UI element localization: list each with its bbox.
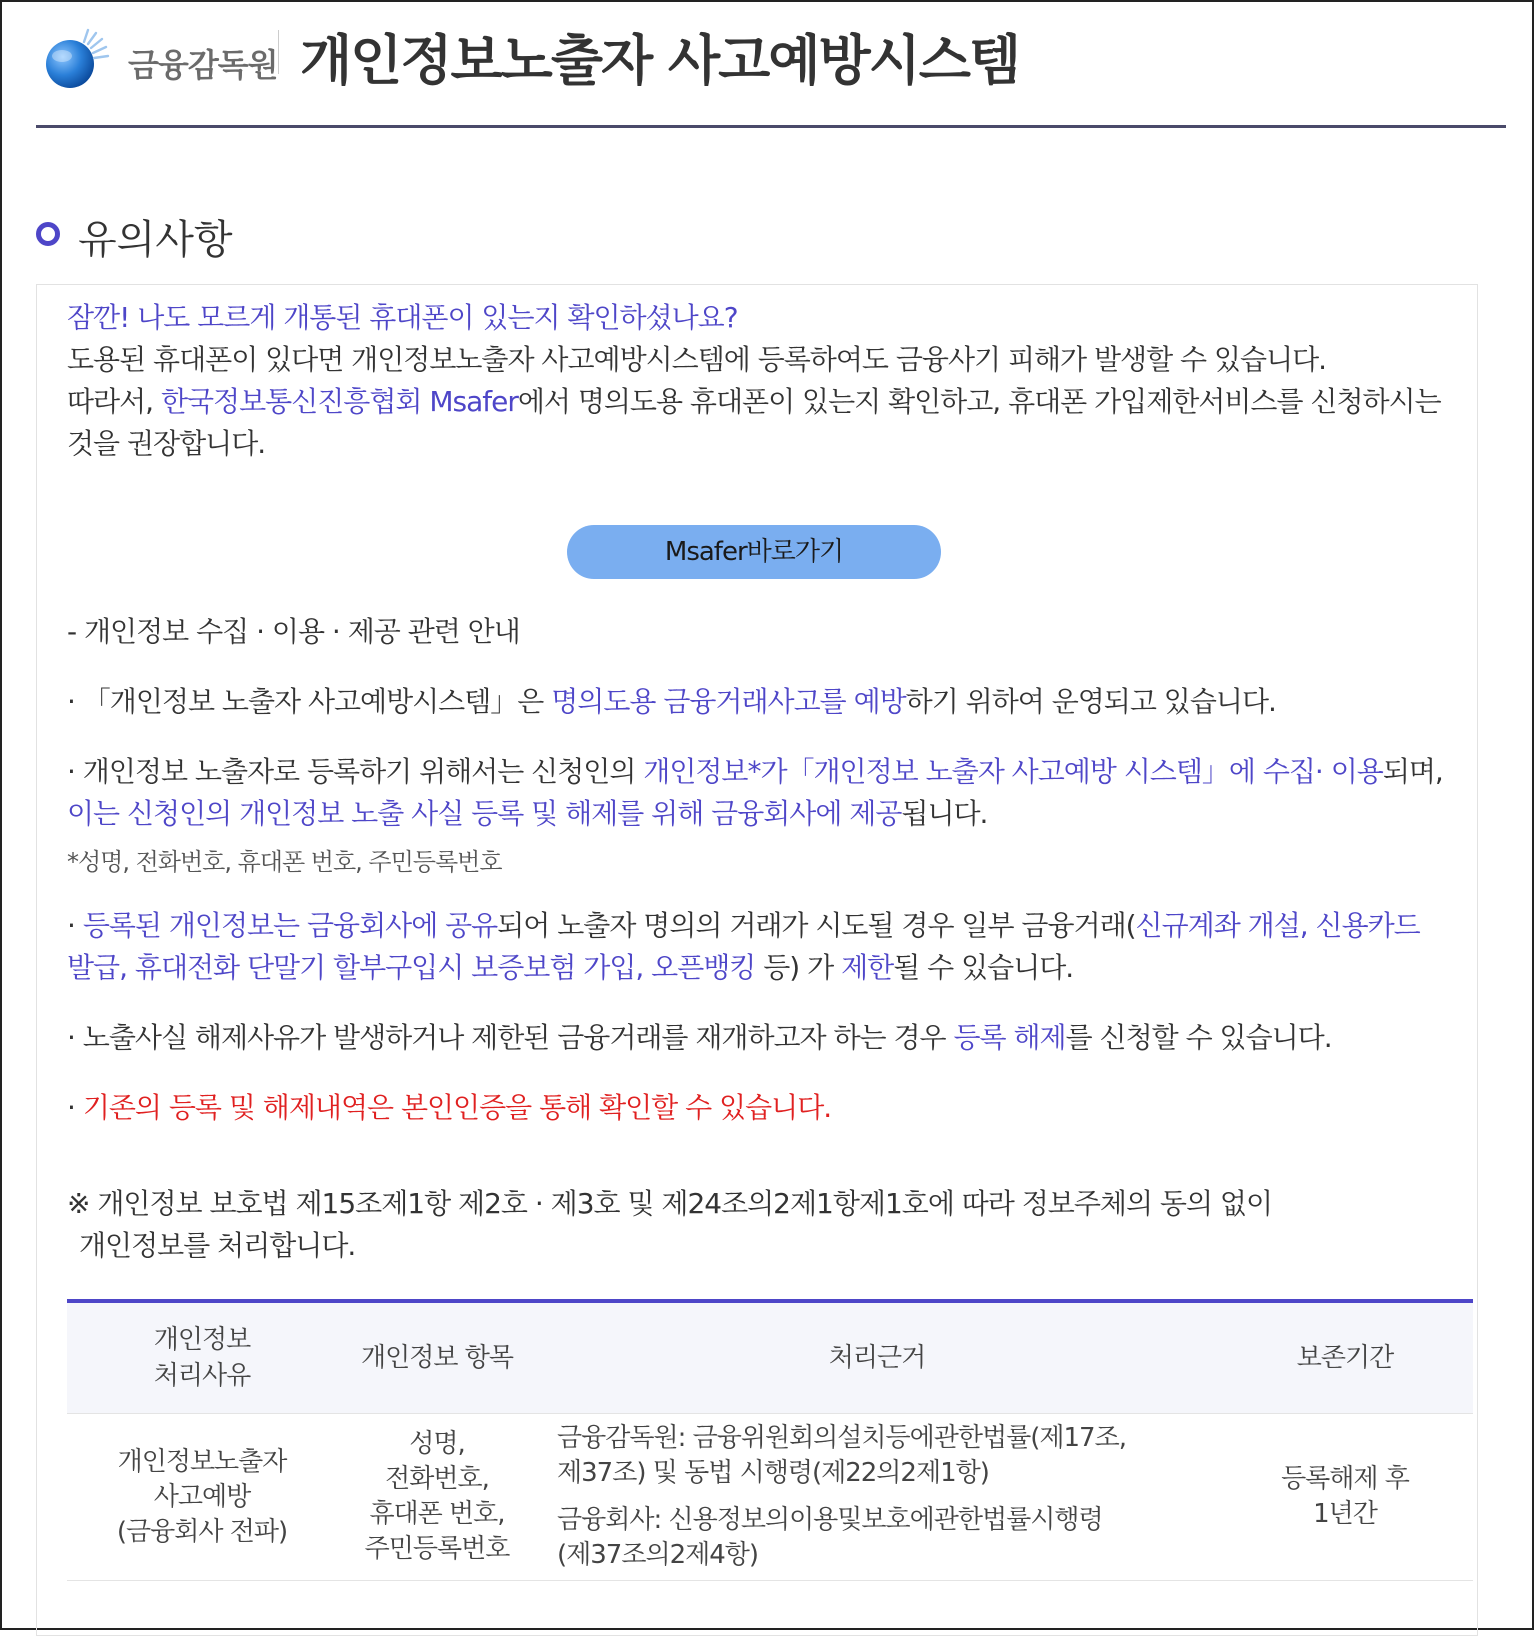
guide-bullet-2-mid: 되며, [1382,755,1443,788]
guide-bullet-5-warning: 기존의 등록 및 해제내역은 본인인증을 통해 확인할 수 있습니다. [82,1091,832,1124]
cell-basis [537,1414,1217,1581]
guide-bullet-3-suffix: 될 수 있습니다. [893,951,1074,984]
privacy-law-notice [67,1183,1447,1267]
cell-period [1217,1414,1473,1581]
msafer-shortcut-button[interactable]: Msafer바로가기 [567,525,941,579]
guide-bullet-3-mid-2: 등) 가 [755,951,842,984]
cell-reason-line-1: 개인정보노출자 [117,1446,287,1477]
cell-period-line-1: 등록해제 후 [1281,1464,1409,1494]
guide-bullet-2-highlight-2: 이는 신청인의 개인정보 노출 사실 등록 및 해제를 위해 금융회사에 제공 [67,797,902,830]
cell-items-line-3: 휴대폰 번호, [369,1499,505,1529]
header-reason-line-2: 처리사유 [153,1361,251,1391]
msafer-org-link[interactable]: 한국정보통신진흥협회 Msafer [160,385,518,418]
notice-box [36,284,1478,1636]
guide-bullet-1-highlight: 명의도용 금융거래사고를 예방 [551,685,906,718]
guide-bullet-1-prefix: · 「개인정보 노출자 사고예방시스템」은 [67,685,552,718]
guide-bullet-3-prefix: · [67,909,83,942]
header-basis: 처리근거 [537,1301,1217,1414]
guide-bullet-2-highlight-1: 개인정보*가「개인정보 노출자 사고예방 시스템」에 수집· 이용 [643,755,1383,788]
cell-reason-line-3: (금융회사 전파) [116,1516,288,1547]
guide-bullet-4-prefix: · 노출사실 해제사유가 발생하거나 제한된 금융거래를 재개하고자 하는 경우 [67,1021,954,1054]
privacy-processing-table [67,1299,1473,1581]
privacy-law-line-1: ※ 개인정보 보호법 제15조제1항 제2호 · 제3호 및 제24조의2제1항제1호에 따라 정보주체의 동의 없이 [67,1187,1272,1220]
table-row [67,1414,1473,1581]
notice-line-2-prefix: 따라서, [67,385,161,418]
guide-bullet-2-note: *성명, 전화번호, 휴대폰 번호, 주민등록번호 [67,848,502,876]
cell-items-line-2: 전화번호, [385,1464,489,1494]
guide-bullet-3-mid-1: 되어 노출자 명의의 거래가 시도될 경우 일부 금융거래( [497,909,1136,942]
guide-bullet-4-highlight: 등록 해제 [953,1021,1066,1054]
guide-heading: - 개인정보 수집 · 이용 · 제공 관련 안내 [67,615,520,648]
header-reason-line-1: 개인정보 [153,1325,251,1355]
guide-bullet-1-suffix: 하기 위하여 운영되고 있습니다. [905,685,1276,718]
cell-basis-line-4: (제37조의2제4항) [557,1540,759,1570]
guide-bullet-4 [67,1017,1447,1059]
notice-line-2 [67,381,1447,465]
guide-bullet-2-suffix: 됩니다. [901,797,988,830]
cell-basis-line-1: 금융감독원: 금융위원회의설치등에관한법률(제17조, [557,1423,1126,1453]
guide-bullet-2 [67,751,1447,835]
page-title: 개인정보노출자 사고예방시스템 [300,29,1020,92]
section-title: 유의사항 [78,217,233,263]
cell-items-line-4: 주민등록번호 [364,1534,510,1564]
guide-bullet-2-prefix: · 개인정보 노출자로 등록하기 위해서는 신청인의 [67,755,644,788]
page-header [36,2,1506,128]
notice-question: 잠깐! 나도 모르게 개통된 휴대폰이 있는지 확인하셨나요? [67,301,738,334]
guide-bullet-3-highlight-2: 신규계좌 개설, 신용카드 발급, 휴대전화 단말기 할부구입시 보증보험 가입, 오픈뱅킹 [67,909,1420,984]
guide-bullet-4-suffix: 를 신청할 수 있습니다. [1065,1021,1332,1054]
cell-basis-line-2: 제37조) 및 동법 시행령(제22의2제1항) [557,1458,989,1488]
logo-text: 금융감독원 [128,46,278,84]
guide-bullet-3-highlight-3: 제한 [841,951,894,984]
notice-line-1: 도용된 휴대폰이 있다면 개인정보노출자 사고예방시스템에 등록하여도 금융사기 피해가 발생할 수 있습니다. [67,343,1327,376]
cell-basis-line-3: 금융회사: 신용정보의이용및보호에관한법률시행령 [557,1505,1103,1535]
header-reason [67,1301,337,1414]
cell-period-line-2: 1년간 [1313,1499,1377,1529]
cell-reason [67,1414,337,1581]
privacy-law-line-2: 개인정보를 처리합니다. [79,1229,356,1262]
msafer-notice [67,297,1447,465]
cell-basis-gap [557,1491,1216,1503]
fss-logo-icon [40,24,112,92]
guide-bullet-5 [67,1087,1447,1129]
header-period: 보존기간 [1217,1301,1473,1414]
notice-line-2-suffix: 에서 명의도용 휴대폰이 있는지 확인하고, 휴대폰 가입제한서비스를 신청하시는 것을 권장합니다. [67,385,1441,460]
cell-reason-line-2: 사고예방 [153,1481,251,1512]
guide-bullet-3-highlight-1: 등록된 개인정보는 금융회사에 공유 [82,909,498,942]
guide-bullet-5-prefix: · [67,1091,83,1124]
table-header-row [67,1301,1473,1414]
cell-items [337,1414,537,1581]
circle-bullet-icon [36,222,60,246]
logo-divider [278,30,279,74]
cell-items-line-1: 성명, [409,1429,465,1459]
header-items: 개인정보 항목 [337,1301,537,1414]
guide-bullet-3 [67,905,1447,989]
guide-bullet-1 [67,681,1447,723]
fss-logo[interactable] [40,20,280,90]
